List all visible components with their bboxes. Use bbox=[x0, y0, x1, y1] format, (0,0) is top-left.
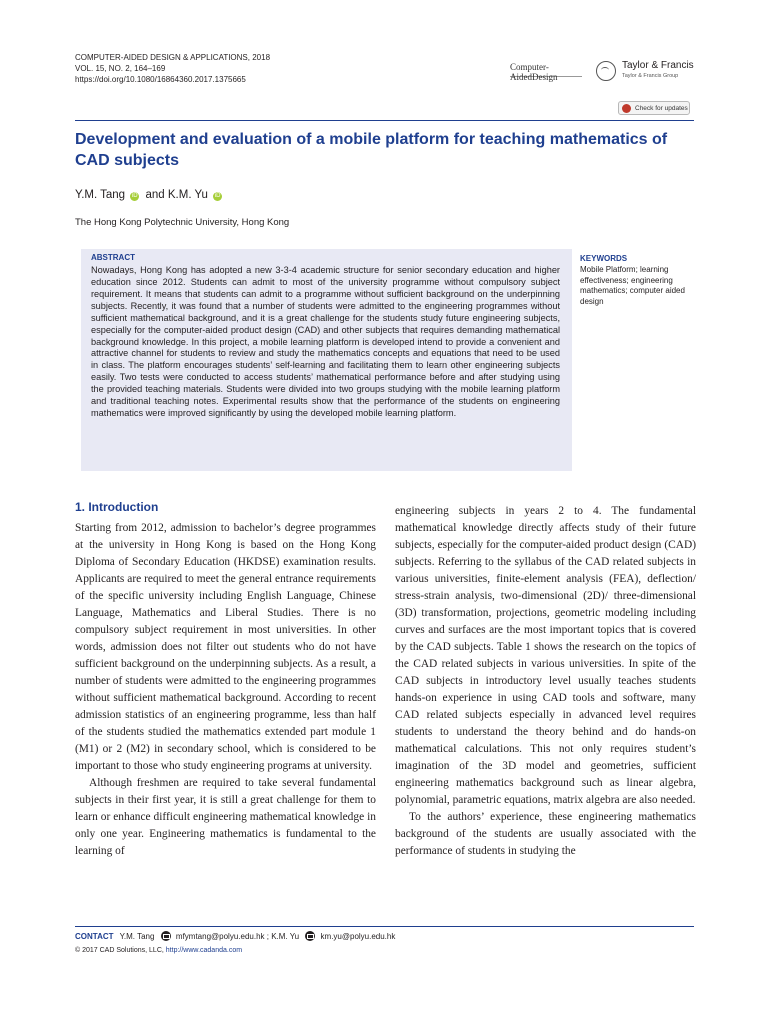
check-for-updates-label: Check for updates bbox=[635, 105, 688, 112]
contact-name: ; K.M. Yu bbox=[266, 932, 300, 941]
author-joiner: and bbox=[145, 189, 165, 201]
journal-volume: VOL. 15, NO. 2, 164–169 bbox=[75, 64, 166, 73]
paragraph: To the authors’ experience, these engineering mathematics background of the students are usually associated with the performance of students in studying the bbox=[395, 811, 696, 857]
crossmark-icon bbox=[622, 104, 631, 113]
email-icon bbox=[305, 931, 315, 941]
publisher-subname: Taylor & Francis Group bbox=[622, 73, 679, 79]
contact-email[interactable]: km.yu@polyu.edu.hk bbox=[320, 932, 396, 941]
header-divider bbox=[75, 120, 694, 121]
journal-name: COMPUTER-AIDED DESIGN & APPLICATIONS bbox=[75, 53, 248, 62]
copyright-line bbox=[75, 947, 242, 954]
author-name[interactable]: K.M. Yu bbox=[167, 189, 208, 201]
check-for-updates-button[interactable] bbox=[618, 101, 690, 115]
journal-logo: Computer-AidedDesign bbox=[510, 62, 582, 77]
footer-divider bbox=[75, 926, 694, 927]
paragraph: engineering subjects in years 2 to 4. The fundamental mathematical knowledge directly affects study of their future subjects, especially for the computer-aided product design (CAD) subjects. Referring to the syllabus of the CAD related subjects in various universities, finite-element analysis (FEA), deflection/ stress-strain analysis, two-dimensional (2D)/ three-dimensional (3D) transformation, projections, geometric modeling including curves and surfaces are the most important topics that is covered by the CAD subjects. Table 1 shows the research on the topics of the CAD related subjects in various universities. In spite of the CAD subjects in introductory level usually teaches students hands-on experience in using CAD tools and software, many CAD related subjects especially in advanced level requires students to understand the theory behind and do hands-on mathematical calculations. This not only requires student’s imagination of the 3D model and geometries, sufficient engineering mathematics background such as linear algebra, polynomial, parametric equations, matrix algebra are also needed. bbox=[395, 505, 696, 806]
paragraph: Although freshmen are required to take several fundamental subjects in their first year, it is still a great challenge for them to learn or enhance difficult engineering mathematical knowledge in only one year. Engineering mathematics is fundamental to the learning of bbox=[75, 777, 376, 857]
article-title: Development and evaluation of a mobile platform for teaching mathematics of CAD subjects bbox=[75, 131, 668, 169]
orcid-icon[interactable]: iD bbox=[214, 193, 221, 199]
publisher-url-link[interactable]: http://www.cadanda.com bbox=[165, 947, 243, 954]
email-icon bbox=[161, 931, 171, 941]
publisher-name: Taylor & Francis bbox=[622, 60, 694, 71]
keywords-heading: KEYWORDS bbox=[580, 254, 628, 263]
body-column-left bbox=[75, 520, 376, 860]
section-heading: 1. Introduction bbox=[75, 500, 159, 514]
contact-email[interactable]: mfymtang@polyu.edu.hk bbox=[175, 932, 265, 941]
contact-name: Y.M. Tang bbox=[119, 932, 155, 941]
doi-link[interactable]: https://doi.org/10.1080/16864360.2017.1375665 bbox=[75, 75, 246, 84]
publisher-logo-icon bbox=[596, 61, 616, 81]
abstract-text: Nowadays, Hong Kong has adopted a new 3-3-4 academic structure for senior secondary education and higher education since 2012. Students can admit to most of the university programme without compulsory subject requirement. It means that students can admit to a programme without sufficient background on the underpinning subjects. Recently, it was found that a number of students were admitted to the engineering programmes without sufficient mathematical background, and it is a great challenge for the students study future engineering subjects, especially for the computer-aided product design (CAD) and other subjects that requires demanding mathematical background knowledge. In this project, a mobile learning platform is developed intend to provide a convenient and attractive channel for students to review and study the mathematics concepts and equations that need to be used in class. The platform encourages students’ self-learning and facilitating them to learn other engineering subjects easily. Two tests were conducted to access students’ mathematical performance before and after studying using the provided teaching materials. Students were divided into two groups studying with the mobile learning platform and traditional teaching notes. Experimental results show that the performance of the students on engineering mathematics were improved significantly by using the developed mobile learning platform. bbox=[91, 265, 560, 419]
copyright-text: © 2017 CAD Solutions, LLC, bbox=[75, 947, 164, 954]
orcid-icon[interactable]: iD bbox=[131, 193, 138, 199]
keywords-text: Mobile Platform; learning effectiveness; engineering mathematics; computer aided design bbox=[580, 265, 685, 306]
body-column-right bbox=[395, 503, 696, 860]
journal-header bbox=[75, 52, 270, 85]
journal-year: , 2018 bbox=[247, 53, 271, 62]
contact-line bbox=[75, 931, 395, 941]
paragraph: Starting from 2012, admission to bachelor’s degree programmes at the university in Hong Kong is based on the Hong Kong Diploma of Secondary Education (HKDSE) examination results. Applicants are required to meet the general entrance requirements of the specific university including English Language, Chinese Language, Mathematics and Liberal Studies. There is no compulsory subject requirement in most universities. In other words, admission does not filter out students who do not have sufficient background on the underpinning subjects. As a result, a number of students were admitted to the engineering programmes without sufficient mathematical background. According to recent admission statistics of an engineering programme, less than half of the students studied the mathematics extended part module 1 (M1) or 2 (M2) in secondary school, which is considered to be important to those who study engineering programs at university. bbox=[75, 522, 376, 772]
author-name[interactable]: Y.M. Tang bbox=[75, 189, 126, 201]
abstract-heading: ABSTRACT bbox=[91, 253, 135, 262]
journal-line bbox=[75, 52, 270, 63]
author-list bbox=[75, 189, 225, 201]
contact-label: CONTACT bbox=[75, 932, 114, 941]
affiliation: The Hong Kong Polytechnic University, Hong Kong bbox=[75, 217, 290, 228]
